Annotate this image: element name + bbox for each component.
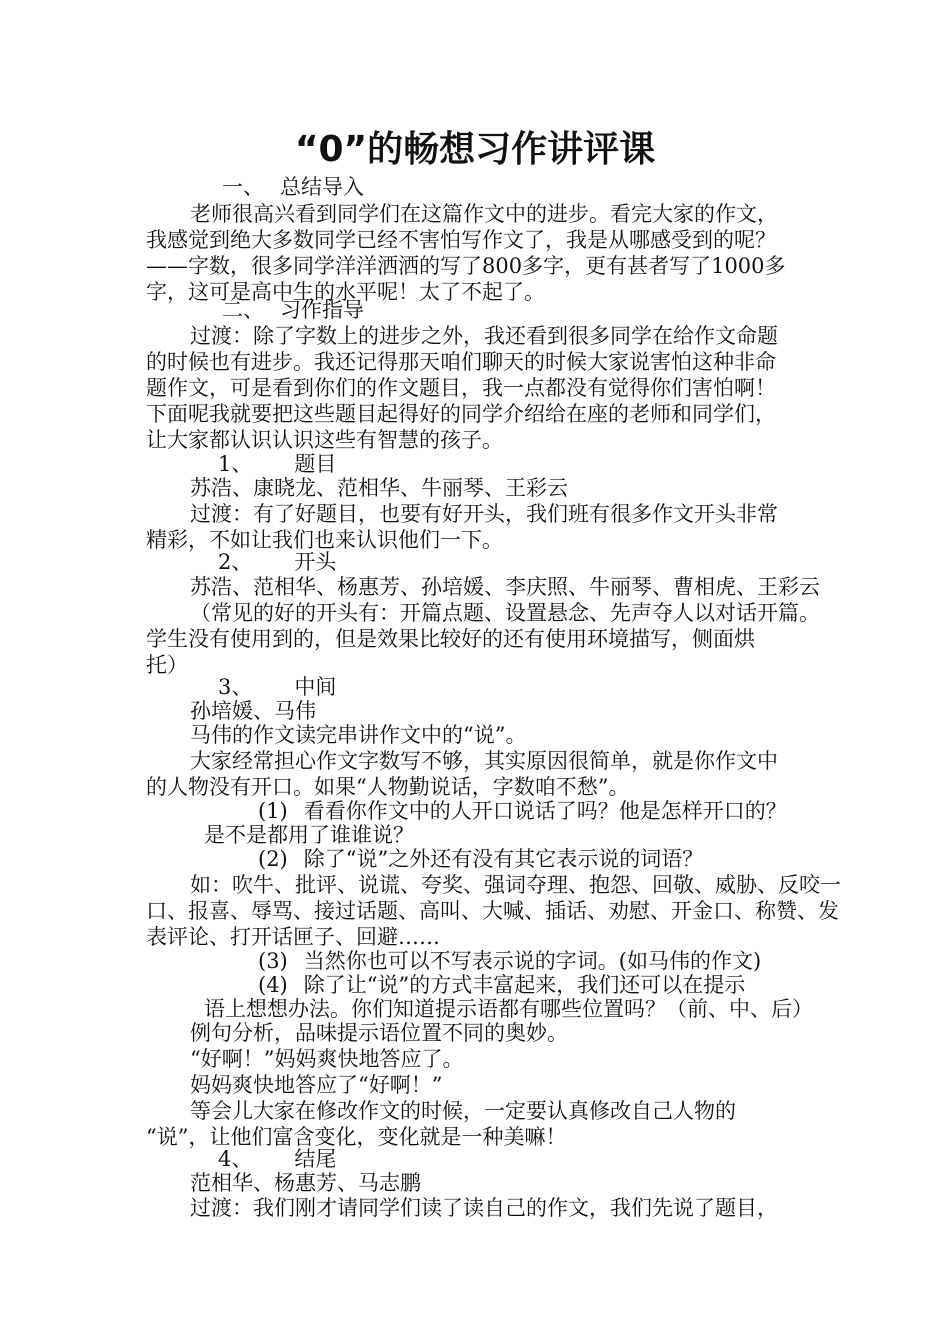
document-title: “0”的畅想习作讲评课 <box>294 129 656 170</box>
paragraph-line: 的时候也有进步。我还记得那天咱们聊天的时候大家说害怕这种非命 <box>146 350 776 374</box>
student-name-list: 苏浩、康晓龙、范相华、牛丽琴、王彩云 <box>190 476 568 500</box>
point-number: (2) <box>258 847 288 871</box>
subheading-ending <box>218 1146 336 1173</box>
section-heading-2 <box>222 297 364 324</box>
paragraph-line: 让大家都认识认识这些有智慧的孩子。 <box>146 428 503 452</box>
paragraph-line: 过渡：除了字数上的进步之外，我还看到很多同学在给作文命题 <box>190 324 778 348</box>
point-number: (4) <box>258 973 288 997</box>
paragraph-line: （常见的好的开头有：开篇点题、设置悬念、先声夺人以对话开篇。 <box>190 601 820 625</box>
paragraph-line: 大家经常担心作文字数写不够，其实原因很简单，就是你作文中 <box>190 749 778 773</box>
paragraph-line: ——字数，很多同学洋洋洒洒的写了800多字，更有甚者写了1000多 <box>146 254 786 278</box>
subheading-label: 开头 <box>294 550 337 574</box>
paragraph-line: 过渡：有了好题目，也要有好开头，我们班有很多作文开头非常 <box>190 502 778 526</box>
paragraph-line: 托） <box>146 653 188 677</box>
paragraph-line: 我感觉到绝大多数同学已经不害怕写作文了，我是从哪感受到的呢？ <box>146 228 776 252</box>
point-text: 除了“说”之外还有没有其它表示说的词语？ <box>303 847 704 871</box>
numbered-point <box>258 972 745 999</box>
paragraph-line: 题作文，可是看到你们的作文题目，我一点都没有觉得你们害怕啊！ <box>146 376 776 400</box>
subheading-number: 1、 <box>218 452 253 476</box>
paragraph-line: 下面呢我就要把这些题目起得好的同学介绍给在座的老师和同学们， <box>146 402 776 426</box>
student-name-list: 孙培媛、马伟 <box>190 699 316 723</box>
subheading-label: 中间 <box>294 675 337 699</box>
section-number: 二、 <box>222 298 264 322</box>
point-text: 看看你作文中的人开口说话了吗？他是怎样开口的？ <box>303 799 787 823</box>
numbered-point <box>258 798 787 825</box>
section-label: 总结导入 <box>280 175 364 199</box>
student-name-list: 苏浩、范相华、杨惠芳、孙培媛、李庆照、牛丽琴、曹相虎、王彩云 <box>190 575 820 599</box>
paragraph-line: 马伟的作文读完串讲作文中的“说”。 <box>190 723 527 747</box>
point-number: (1) <box>258 799 288 823</box>
numbered-point <box>258 948 761 975</box>
paragraph-line: 语上想想办法。你们知道提示语都有哪些位置吗？（前、中、后） <box>204 997 813 1021</box>
point-number: (3) <box>258 949 288 973</box>
paragraph-line: 老师很高兴看到同学们在这篇作文中的进步。看完大家的作文， <box>190 202 778 226</box>
paragraph-line: 过渡：我们刚才请同学们读了读自己的作文，我们先说了题目， <box>190 1196 778 1220</box>
paragraph-line: 例句分析，品味提示语位置不同的奥妙。 <box>190 1021 568 1045</box>
paragraph-line: “说”，让他们富含变化，变化就是一种美嘛！ <box>146 1125 567 1149</box>
paragraph-line: 是不是都用了谁谁说？ <box>204 823 414 847</box>
paragraph-line: 学生没有使用到的，但是效果比较好的还有使用环境描写，侧面烘 <box>146 627 755 651</box>
subheading-label: 结尾 <box>294 1147 337 1171</box>
subheading-number: 2、 <box>218 550 253 574</box>
paragraph-line: 口、报喜、辱骂、接过话题、高叫、大喊、插话、劝慰、开金口、称赞、发 <box>146 899 839 923</box>
subheading-number: 3、 <box>218 675 253 699</box>
subheading-title <box>218 451 336 478</box>
point-text: 当然你也可以不写表示说的字词。(如马伟的作文) <box>303 949 762 973</box>
example-sentence: 妈妈爽快地答应了“好啊！” <box>190 1073 443 1097</box>
section-heading-1 <box>222 174 364 201</box>
paragraph-line: 表评论、打开话匣子、回避…… <box>146 925 440 949</box>
subheading-number: 4、 <box>218 1147 253 1171</box>
paragraph-line: 精彩，不如让我们也来认识他们一下。 <box>146 528 503 552</box>
numbered-point <box>258 846 703 873</box>
paragraph-line: 等会儿大家在修改作文的时候，一定要认真修改自己人物的 <box>190 1099 736 1123</box>
paragraph-line: 如：吹牛、批评、说谎、夸奖、强词夺理、抱怨、回敬、威胁、反咬一 <box>190 873 841 897</box>
student-name-list: 范相华、杨惠芳、马志鹏 <box>190 1171 421 1195</box>
paragraph-line: 字，这可是高中生的水平呢！太了不起了。 <box>146 280 545 304</box>
subheading-opening <box>218 549 336 576</box>
section-number: 一、 <box>222 175 264 199</box>
example-sentence: “好啊！”妈妈爽快地答应了。 <box>190 1047 464 1071</box>
point-text: 除了让“说”的方式丰富起来，我们还可以在提示 <box>303 973 746 997</box>
subheading-label: 题目 <box>294 452 337 476</box>
subheading-middle <box>218 674 336 701</box>
paragraph-line: 的人物没有开口。如果“人物勤说话，字数咱不愁”。 <box>146 775 630 799</box>
section-label: 习作指导 <box>280 298 364 322</box>
